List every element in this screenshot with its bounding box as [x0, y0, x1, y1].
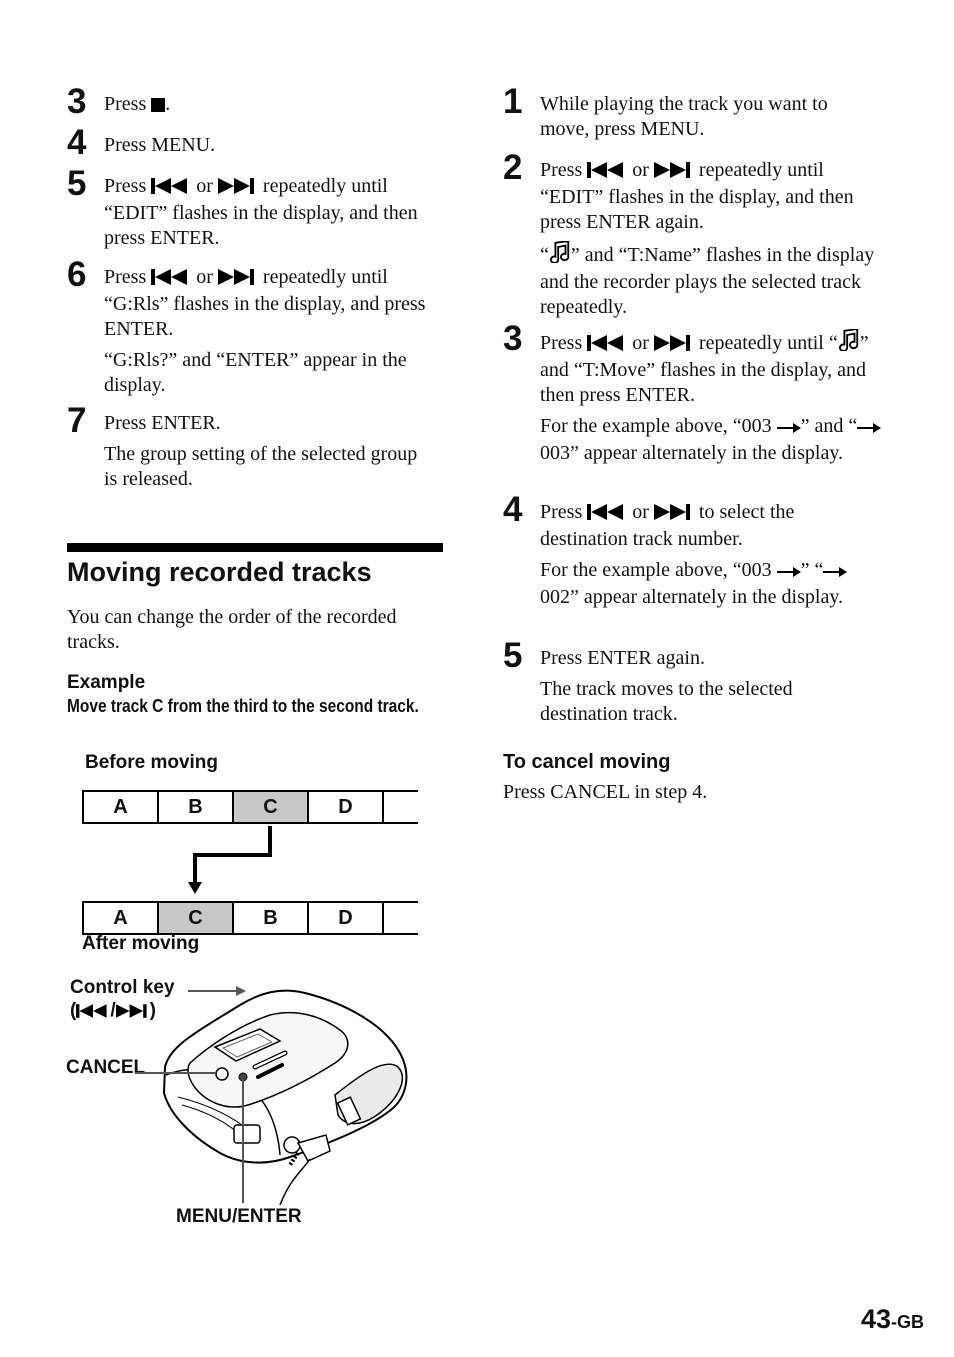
next-track-icon — [654, 333, 694, 358]
step-number: 4 — [67, 123, 87, 162]
step-note: “ — [540, 244, 549, 266]
step-text: Press — [104, 175, 152, 197]
step-note: 003” appear alternately in the display. — [540, 442, 844, 464]
control-key-text: Control key — [70, 977, 175, 998]
left-step-7 — [67, 401, 434, 492]
step-note: The track moves to the selected destination track. — [540, 678, 793, 725]
step-text: Press — [540, 501, 588, 523]
track-cell-highlighted: C — [232, 792, 307, 822]
page-number-value: 43 — [860, 1304, 891, 1334]
track-cell: D — [307, 903, 382, 933]
step-text: repeatedly until “EDIT” flashes in the display, and then press ENTER. — [104, 175, 418, 249]
left-step-3 — [67, 82, 444, 121]
track-cell: A — [82, 792, 157, 822]
step-text: repeatedly until “EDIT” flashes in the display, and then press ENTER again. — [540, 159, 854, 233]
music-note-icon — [549, 241, 571, 270]
arrow-right-icon — [823, 560, 847, 585]
menu-enter-label: MENU/ENTER — [176, 1206, 302, 1227]
step-note: ” and “ — [800, 415, 858, 437]
music-note-icon — [838, 329, 860, 358]
section-intro: You can change the order of the recorded tracks. — [67, 606, 397, 653]
step-text: to select the destination track number. — [540, 501, 795, 550]
section-rule — [67, 543, 443, 552]
step-note: “G:Rls?” and “ENTER” appear in the display. — [104, 349, 407, 396]
move-arrow — [180, 824, 280, 896]
after-track-row — [82, 901, 418, 935]
step-number: 3 — [67, 82, 87, 121]
example-subtitle: Move track C from the third to the second track. — [67, 696, 419, 716]
prev-track-icon — [587, 502, 627, 527]
next-track-icon — [218, 267, 258, 292]
prev-track-icon — [587, 160, 627, 185]
step-number: 5 — [67, 164, 87, 203]
step-note: ” and “T:Name” flashes in the display and the recorder plays the selected track repeatedly. — [540, 244, 875, 318]
before-track-row — [82, 790, 418, 824]
step-number: 3 — [503, 319, 523, 358]
step-text: Press ENTER. — [104, 412, 221, 434]
track-cell-highlighted: C — [157, 903, 232, 933]
right-step-3 — [503, 319, 885, 466]
right-step-5 — [503, 636, 875, 727]
step-note: The group setting of the selected group is released. — [104, 443, 418, 490]
prev-track-icon — [151, 267, 191, 292]
step-note: For the example above, “003 — [540, 415, 777, 437]
track-cell-empty — [382, 792, 418, 822]
stop-icon — [151, 94, 165, 119]
left-step-5 — [67, 164, 444, 251]
track-cell-empty — [382, 903, 418, 933]
cancel-label: CANCEL — [66, 1057, 146, 1078]
track-cell: B — [157, 792, 232, 822]
next-track-icon — [654, 160, 694, 185]
track-cell: A — [82, 903, 157, 933]
prev-track-icon — [151, 176, 191, 201]
step-number: 7 — [67, 401, 87, 440]
step-note: ” “ — [800, 559, 824, 581]
control-key-text: / — [110, 1000, 116, 1021]
step-number: 1 — [503, 82, 523, 121]
step-text: repeatedly until “G:Rls” flashes in the display, and press ENTER. — [104, 266, 426, 340]
step-text: or — [191, 266, 218, 288]
step-text: or — [627, 501, 654, 523]
next-track-icon — [654, 502, 694, 527]
page-number-suffix: -GB — [891, 1312, 924, 1332]
step-text: ” and “T:Move” flashes in the display, and then press ENTER. — [540, 332, 869, 406]
step-text: Press ENTER again. — [540, 647, 705, 669]
prev-track-icon — [587, 333, 627, 358]
step-text: Press — [540, 332, 588, 354]
cancel-text: Press CANCEL in step 4. — [503, 781, 708, 803]
step-text: or — [627, 159, 654, 181]
step-text: repeatedly until “ — [693, 332, 838, 354]
left-step-6 — [67, 255, 444, 398]
right-step-4 — [503, 490, 875, 610]
arrow-right-icon — [777, 416, 801, 441]
control-key-text: ( — [70, 1000, 77, 1021]
step-note: 002” appear alternately in the display. — [540, 586, 844, 608]
step-text: . — [165, 93, 171, 115]
right-step-2 — [503, 148, 875, 320]
step-number: 5 — [503, 636, 523, 675]
prev-track-icon — [76, 1001, 110, 1024]
page-number — [861, 1304, 924, 1335]
step-number: 6 — [67, 255, 87, 294]
cancel-heading: To cancel moving — [503, 751, 671, 773]
step-text: Press MENU. — [104, 134, 216, 156]
section-title: Moving recorded tracks — [67, 557, 372, 587]
step-number: 4 — [503, 490, 523, 529]
arrow-right-icon — [777, 560, 801, 585]
step-number: 2 — [503, 148, 523, 187]
track-cell: B — [232, 903, 307, 933]
example-heading: Example — [67, 672, 146, 693]
minidisc-recorder-illustration — [130, 975, 420, 1205]
next-track-icon — [218, 176, 258, 201]
step-text: or — [191, 175, 218, 197]
left-step-4 — [67, 123, 444, 162]
step-text: or — [627, 332, 654, 354]
right-step-1 — [503, 82, 875, 142]
before-moving-label: Before moving — [85, 752, 219, 773]
step-text: Press — [104, 93, 152, 115]
after-moving-label: After moving — [82, 933, 200, 954]
step-text: Press — [104, 266, 152, 288]
step-text: Press — [540, 159, 588, 181]
track-cell: D — [307, 792, 382, 822]
step-text: While playing the track you want to move, press MENU. — [540, 93, 828, 140]
step-note: For the example above, “003 — [540, 559, 777, 581]
control-key-text: ) — [149, 1000, 156, 1021]
arrow-right-icon — [857, 416, 881, 441]
